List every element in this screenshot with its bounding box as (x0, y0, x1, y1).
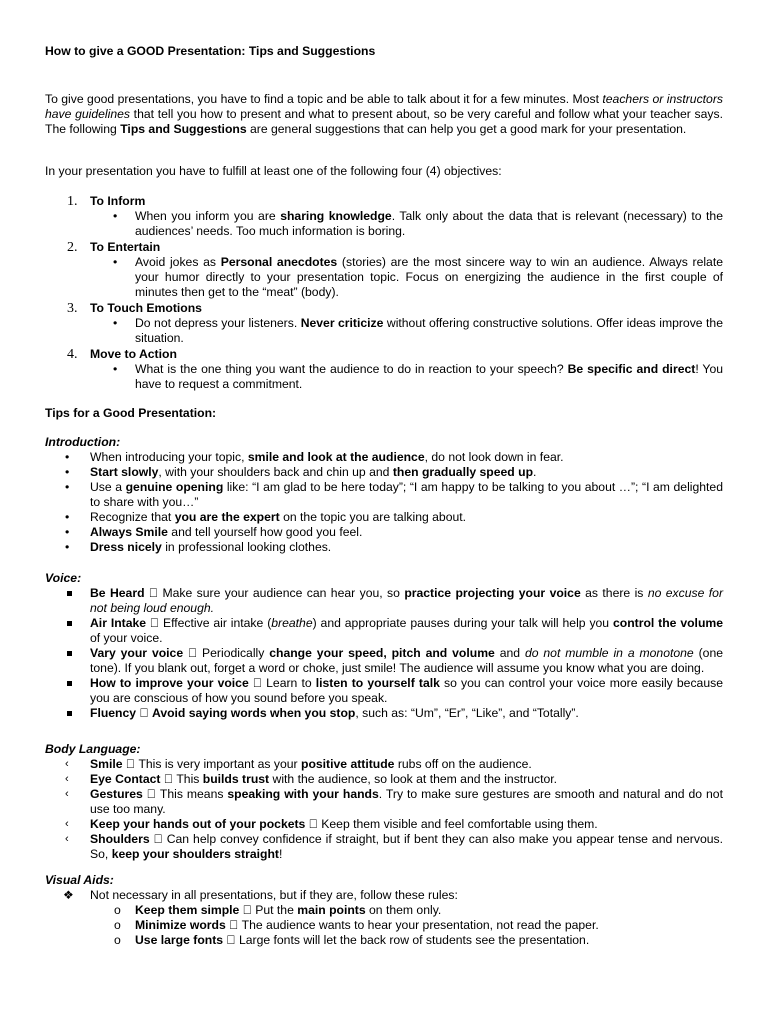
list-item: ‹ Smile This is very important as your positive attitude rubs off on the audience. (65, 757, 520, 771)
circle-bullet-icon: o (114, 918, 121, 932)
bullet-icon: • (65, 480, 70, 494)
objective-item (45, 240, 723, 255)
bullet-icon: • (113, 316, 118, 330)
objective-item (45, 194, 723, 209)
intro-italic: teachers or instructors have guidelines (45, 92, 723, 121)
list-subitem: o Minimize words The audience wants to hear your presentation, not read the paper. (114, 918, 586, 932)
list-item: ‹ Gestures This means speaking with your hands. Try to make sure gestures are smooth and natural and do not use too many. (65, 787, 723, 816)
section-heading: Body Language: (45, 742, 141, 756)
objective-heading: Move to Action (90, 347, 177, 361)
objective-number: 3. (67, 301, 78, 316)
list-item: ‹ Keep your hands out of your pockets Keep them visible and feel comfortable using them. (65, 817, 586, 831)
objectives-list (45, 194, 723, 392)
circle-bullet-icon: o (114, 903, 121, 917)
list-item: • When introducing your topic, smile and look at the audience, do not look down in fear. (65, 450, 564, 464)
voice-section (45, 571, 723, 721)
list-item: Fluency Avoid saying words when you stop, such as: “Um”, “Er”, “Like”, and “Totally”. (45, 706, 723, 721)
square-bullet-icon (67, 651, 72, 656)
square-bullet-icon (67, 621, 72, 626)
objective-detail: • What is the one thing you want the audience to do in reaction to your speech? Be specific and direct! You have to request a commitment. (113, 362, 724, 391)
list-item: • Always Smile and tell yourself how good you feel. (65, 525, 363, 539)
objective-heading: To Inform (90, 194, 146, 208)
bullet-icon: • (113, 209, 118, 223)
objective-heading: To Touch Emotions (90, 301, 202, 315)
objective-item (45, 347, 723, 362)
square-bullet-icon (67, 711, 72, 716)
objective-heading: To Entertain (90, 240, 161, 254)
visual-aids-section (45, 873, 723, 948)
intro-text: are general suggestions that can help you get a good mark for your presentation. (246, 122, 687, 136)
section-heading: Visual Aids: (45, 873, 114, 887)
list-item: How to improve your voice Learn to listen to yourself talk so you can control your voice more easily because you are conscious of how you sound before you speak. (45, 676, 723, 706)
objectives-intro: In your presentation you have to fulfill at least one of the following four (4) objectives: (45, 164, 502, 178)
square-bullet-icon (67, 591, 72, 596)
intro-bold: Tips and Suggestions (120, 122, 247, 136)
list-subitem: o Use large fonts Large fonts will let the back row of students see the presentation. (114, 933, 577, 947)
list-item: ‹ Shoulders Can help convey confidence if straight, but if bent they can also make you appear tense and nervous. So, keep your shoulders straight! (65, 832, 723, 861)
objective-detail: • Do not depress your listeners. Never criticize without offering constructive solutions. Offer ideas improve the situation. (113, 316, 723, 345)
objective-item (45, 301, 723, 316)
document-title: How to give a GOOD Presentation: Tips and Suggestions (45, 44, 376, 58)
intro-paragraph (45, 92, 723, 137)
section-heading: Voice: (45, 571, 82, 585)
tips-heading: Tips for a Good Presentation: (45, 406, 217, 420)
objective-number: 2. (67, 240, 78, 255)
list-item: ❖ Not necessary in all presentations, but if they are, follow these rules: (63, 888, 458, 902)
circle-bullet-icon: o (114, 933, 121, 947)
section-heading: Introduction: (45, 435, 121, 449)
bullet-icon: • (113, 255, 118, 269)
list-item: Be Heard Make sure your audience can hear you, so practice projecting your voice as there is no excuse for not being loud enough. (45, 586, 723, 616)
arrow-bullet-icon: ‹ (65, 833, 69, 845)
intro-text: To give good presentations, you have to find a topic and be able to talk about it for a few minutes. Most (45, 92, 603, 106)
list-item: • Dress nicely in professional looking clothes. (65, 540, 332, 554)
list-item: ‹ Eye Contact This builds trust with the audience, so look at them and the instructor. (65, 772, 545, 786)
intro-text: that tell you how to present and what to present about, so be very careful and follow what your teacher says. The following (45, 107, 723, 136)
list-subitem: o Keep them simple Put the main points on them only. (114, 903, 429, 917)
list-item: Air Intake Effective air intake (breathe) and appropriate pauses during your talk will help you control the volume of your voice. (45, 616, 723, 646)
objective-detail: • When you inform you are sharing knowledge. Talk only about the data that is relevant (necessary) to the audiences’ needs. Too much information is boring. (113, 209, 723, 238)
introduction-section (45, 435, 723, 555)
arrow-bullet-icon: ‹ (65, 773, 69, 785)
bullet-icon: • (113, 362, 118, 376)
bullet-icon: • (65, 540, 70, 554)
objective-number: 4. (67, 347, 78, 362)
arrow-bullet-icon: ‹ (65, 818, 69, 830)
body-language-section (45, 742, 723, 862)
bullet-icon: • (65, 510, 70, 524)
list-item: • Use a genuine opening like: “I am glad to be here today”; “I am happy to be talking to you about …”; “I am delighted to share with you…” (65, 480, 723, 509)
bullet-icon: • (65, 465, 70, 479)
arrow-bullet-icon: ‹ (65, 788, 69, 800)
list-item: • Recognize that you are the expert on the topic you are talking about. (65, 510, 467, 524)
arrow-bullet-icon: ‹ (65, 758, 69, 770)
diamond-bullet-icon: ❖ (63, 888, 74, 902)
square-bullet-icon (67, 681, 72, 686)
list-item: • Start slowly, with your shoulders back and chin up and then gradually speed up. (65, 465, 537, 479)
list-item: Vary your voice Periodically change your speed, pitch and volume and do not mumble in a monotone (one tone). If you blank out, forget a word or choke, just smile! The audience will assume you know what you are doing. (45, 646, 723, 676)
bullet-icon: • (65, 525, 70, 539)
objective-detail: • Avoid jokes as Personal anecdotes (stories) are the most sincere way to win an audience. Always relate your humor directly to your presentation topic. Focus on energizing the audience in the first couple of minutes then get to the “meat” (body). (113, 255, 723, 299)
objective-number: 1. (67, 194, 78, 209)
bullet-icon: • (65, 450, 70, 464)
